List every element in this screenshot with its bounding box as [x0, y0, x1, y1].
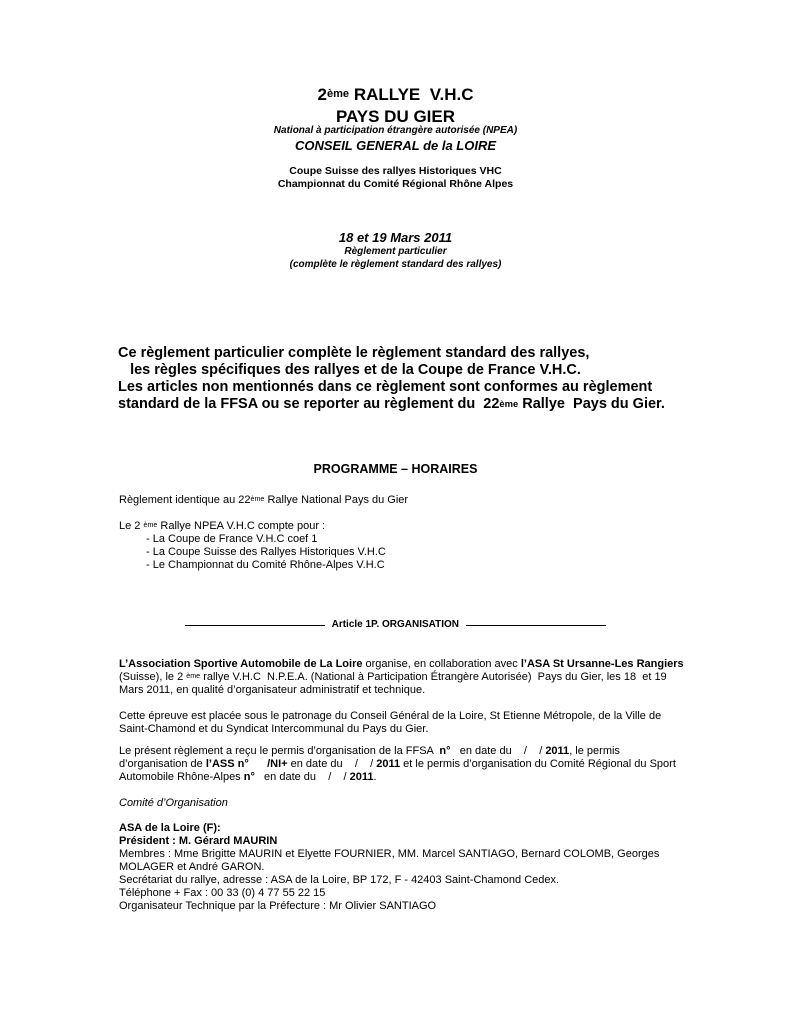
organisation-paragraph-3: Le présent règlement a reçu le permis d’organisation de la FFSA n° en date du / / 2011, le permis d’organisation de l’ASS n° /NI+ en date du / / 2011 et le permis d’organisation du Comité Régional du Sport Automobile Rhône-Alpes n° en date du / / 2011. — [119, 745, 676, 783]
list-item: - La Coupe de France V.H.C coef 1 — [146, 533, 318, 545]
programme-identique: Règlement identique au 22ème Rallye National Pays du Gier — [119, 494, 409, 506]
intro-paragraph — [118, 345, 718, 413]
title-ordinal-sup: ème — [326, 88, 350, 100]
complete-note: (complète le règlement standard des rallyes) — [289, 259, 502, 270]
list-item: - La Coupe Suisse des Rallyes Historiques V.H.C — [146, 546, 386, 558]
event-dates: 18 et 19 Mars 2011 — [338, 230, 453, 245]
intro-line: Les articles non mentionnés dans ce règlement sont conformes au règlement — [118, 379, 653, 395]
divider — [185, 625, 325, 626]
article-title: Article 1P. ORGANISATION — [331, 619, 460, 630]
title-ordinal: 2 — [317, 85, 327, 104]
intro-line: les règles spécifiques des rallyes et de la Coupe de France V.H.C. — [118, 362, 581, 378]
programme-heading: PROGRAMME – HORAIRES — [313, 462, 478, 476]
comite-label: Comité d’Organisation — [119, 797, 228, 809]
organisation-paragraph-1: L’Association Sportive Automobile de La Loire organise, en collaboration avec l’ASA St Ursanne-Les Rangiers (Suisse), le 2 $^{ème}$ rallye V.H.C N.P.E.A. (National à Participation Étrangère Autorisée) Pays du Gier, les 18 et 19 Mars 2011, en qualité d’organisateur administratif et technique. — [119, 658, 684, 696]
intro-line: standard de la FFSA ou se reporter au règlement du 22ème Rallye Pays du Gier. — [118, 396, 665, 412]
intro-line: Ce règlement particulier complète le règlement standard des rallyes, — [118, 345, 590, 361]
championnat: Championnat du Comité Régional Rhône Alpes — [277, 178, 514, 190]
programme-compte: Le 2 $^{ème}$ Rallye NPEA V.H.C compte pour : - La Coupe de France V.H.C coef 1 - La Coupe Suisse des Rallyes Historiques V.H.C - Le Championnat du Comité Rhône-Alpes V.H.C — [119, 520, 719, 572]
conseil-general: CONSEIL GENERAL de la LOIRE — [294, 138, 497, 153]
npea-subtitle: National à participation étrangère autorisée (NPEA) — [273, 125, 518, 136]
reglement-particulier: Règlement particulier — [344, 246, 447, 257]
rally-subtitle-pays: PAYS DU GIER — [335, 107, 456, 126]
article-heading — [0, 619, 791, 630]
title-rest: RALLYE V.H.C — [349, 85, 474, 104]
list-item: - Le Championnat du Comité Rhône-Alpes V.H.C — [146, 559, 385, 571]
coupe-suisse: Coupe Suisse des rallyes Historiques VHC — [289, 165, 502, 177]
organisation-paragraph-2: Cette épreuve est placée sous le patronage du Conseil Général de la Loire, St Etienne Métropole, de la Ville de Saint-Chamond et du Syndicat Intercommunal du Pays du Gier. — [119, 710, 662, 735]
rally-title — [0, 84, 791, 106]
asa-details: ASA de la Loire (F): Président : M. Gérard MAURIN Membres : Mme Brigitte MAURIN et Elyette FOURNIER, MM. Marcel SANTIAGO, Bernard COLOMB, Georges MOLAGER et André GARON. Secrétariat du rallye, adresse : ASA de la Loire, BP 172, F - 42403 Saint-Chamond Cedex. Téléphone + Fax : 00 33 (0) 4 77 55 22 15 Organisateur Technique par la Préfecture : Mr Olivier SANTIAGO — [119, 822, 660, 912]
divider — [466, 625, 606, 626]
